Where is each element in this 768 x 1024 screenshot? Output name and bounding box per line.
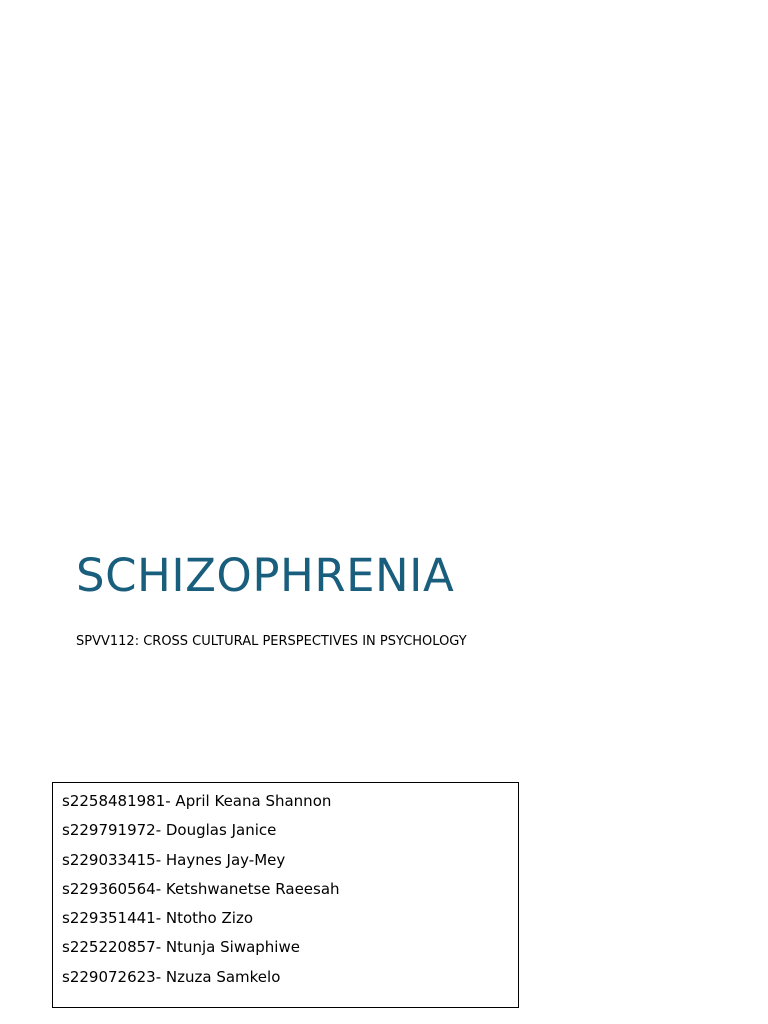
group-members-list bbox=[53, 783, 518, 992]
member-item: s2258481981- April Keana Shannon bbox=[62, 792, 332, 810]
course-subtitle: SPVV112: CROSS CULTURAL PERSPECTIVES IN PSYCHOLOGY bbox=[76, 634, 467, 649]
member-item: s229072623- Nzuza Samkelo bbox=[62, 967, 281, 986]
member-item: s225220857- Ntunja Siwaphiwe bbox=[62, 938, 300, 957]
member-item: s229360564- Ketshwanetse Raeesah bbox=[62, 879, 340, 898]
member-item: s229033415- Haynes Jay-Mey bbox=[62, 850, 286, 869]
member-item: s229791972- Douglas Janice bbox=[62, 821, 277, 840]
group-members-box bbox=[52, 782, 519, 1008]
document-title: SCHIZOPHRENIA bbox=[76, 549, 455, 602]
member-item: s229351441- Ntotho Zizo bbox=[62, 909, 253, 928]
